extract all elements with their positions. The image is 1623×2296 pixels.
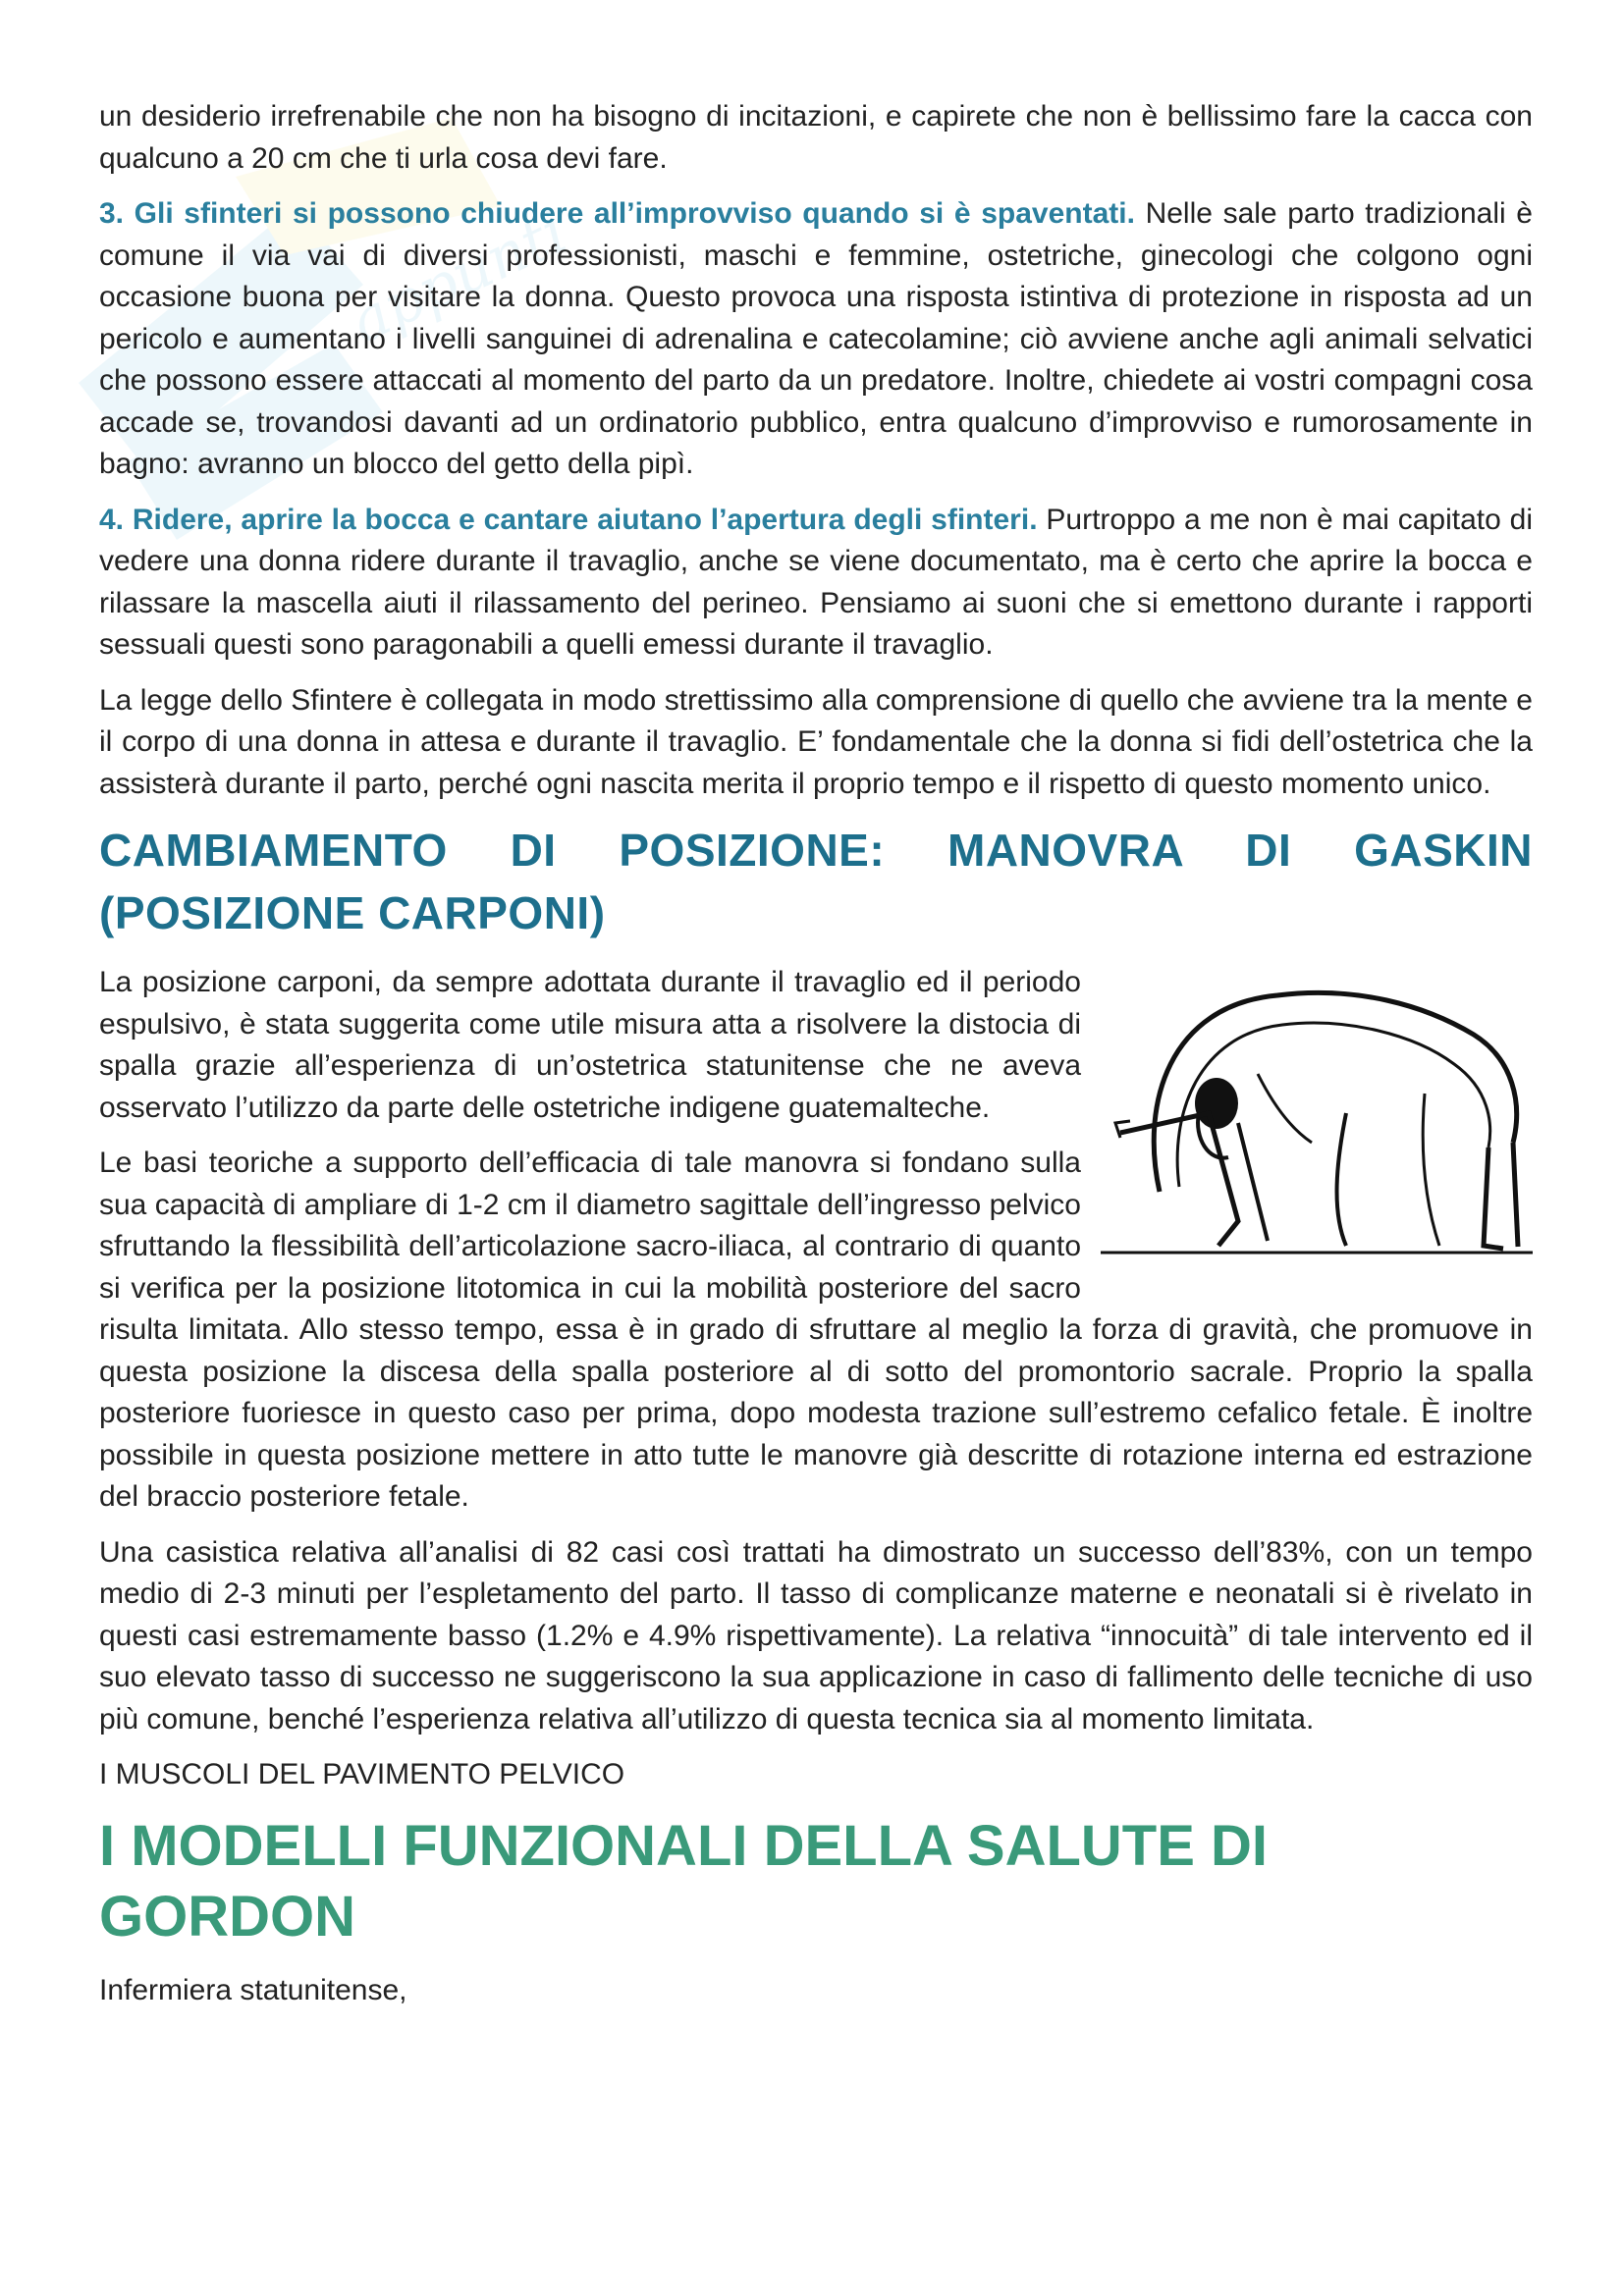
all-fours-position-illustration <box>1101 966 1533 1260</box>
page-title-gordon: I MODELLI FUNZIONALI DELLA SALUTE DI GORDON <box>99 1814 1268 1949</box>
body-laughing: Purtroppo a me non è mai capitato di vedere una donna ridere durante il travaglio, anche se viene documentato, ma è certo che aprire la bocca e rilassare la mascella aiuti il rilassamento del perineo. Pensiamo ai suoni che si emettono durante i rapporti sessuali questi sono paragonabili a quelli emessi durante il travaglio. <box>99 503 1533 661</box>
paragraph-gaskin-2: Le basi teoriche a supporto dell’efficacia di tale manovra si fondano sulla sua capacità di ampliare di 1-2 cm il diametro sagittale dell’ingresso pelvico sfruttando la flessibilità dell’articolazione sacro-iliaca, al contrario di quanto si verifica per la posizione litotomica in cui la mobilità posteriore del sacro risulta limitata. Allo stesso tempo, essa è in grado di sfruttare al meglio la forza di gravità, che promuove in questa posizione la discesa della spalla posteriore al di sotto del promontorio sacrale. Proprio la spalla posteriore fuoriesce in questo caso per prima, dopo modesta trazione sull’estremo cefalico fetale. È inoltre possibile in questa posizione mettere in atto tutte le manovre già descritte di rotazione interna ed estrazione del braccio posteriore fetale. <box>99 1147 1533 1513</box>
paragraph-sphincters-fear <box>99 193 1533 486</box>
paragraph-last-line: Infermiera statunitense, <box>99 1974 407 2006</box>
paragraph-gaskin-3: Una casistica relativa all’analisi di 82 casi così trattati ha dimostrato un successo dell’83%, con un tempo medio di 2-3 minuti per l’espletamento del parto. Il tasso di complicanze materne e neonatali si è rivelato in questi casi estremamente basso (1.2% e 4.9% rispettivamente). La relativa “innocuità” di tale intervento ed il suo elevato tasso di successo ne suggeriscono la sua applicazione in caso di fallimento delle tecniche di uso più comune, benché l’esperienza relativa all’utilizzo di questa tecnica sia al momento limitata. <box>99 1535 1533 1735</box>
section-heading-line2: (POSIZIONE CARPONI) <box>99 887 606 938</box>
lead-laughing: 4. Ridere, aprire la bocca e cantare aiutano l’apertura degli sfinteri. <box>99 503 1038 536</box>
svg-text:appunti: appunti <box>340 197 577 357</box>
lead-sphincters-fear: 3. Gli sfinteri si possono chiudere all’improvviso quando si è spaventati. <box>99 197 1135 230</box>
page-content <box>99 96 1533 2026</box>
paragraph-sphincter-law: La legge dello Sfintere è collegata in modo strettissimo alla comprensione di quello che avviene tra la mente e il corpo di una donna in attesa e durante il travaglio. E’ fondamentale che la donna si fidi dell’ostetrica che la assisterà durante il parto, perché ogni nascita merita il proprio tempo e il rispetto di questo momento unico. <box>99 683 1533 800</box>
paragraph-laughing <box>99 500 1533 667</box>
subheading-pelvic-floor: I MUSCOLI DEL PAVIMENTO PELVICO <box>99 1758 625 1790</box>
body-sphincters-fear: Nelle sale parto tradizionali è comune il via vai di diversi professionisti, maschi e femmine, ostetriche, ginecologi che colgono ogni occasione buona per visitare la donna. Questo provoca una risposta istintiva di protezione in risposta ad un pericolo e aumentano i livelli sanguinei di adrenalina e catecolamine; ciò avviene anche agli animali selvatici che possono essere attaccati al momento del parto da un predatore. Inoltre, chiedete ai vostri compagni cosa accade se, trovandosi davanti ad un ordinatorio pubblico, entra qualcuno d’improvviso e rumorosamente in bagno: avranno un blocco del getto della pipì. <box>99 197 1533 480</box>
paragraph-gaskin-1: La posizione carponi, da sempre adottata durante il travaglio ed il periodo espulsivo, è stata suggerita come utile misura atta a risolvere la distocia di spalla grazie all’esperienza di un’ostetrica statunitense che ne aveva osservato l’utilizzo da parte delle ostetriche indigene guatemalteche. <box>99 966 1081 1124</box>
paragraph-intro: un desiderio irrefrenabile che non ha bisogno di incitazioni, e capirete che non è bellissimo fare la cacca con qualcuno a 20 cm che ti urla cosa devi fare. <box>99 100 1533 175</box>
section-heading-line1: CAMBIAMENTO DI POSIZIONE: MANOVRA DI GASKIN <box>99 825 1533 876</box>
